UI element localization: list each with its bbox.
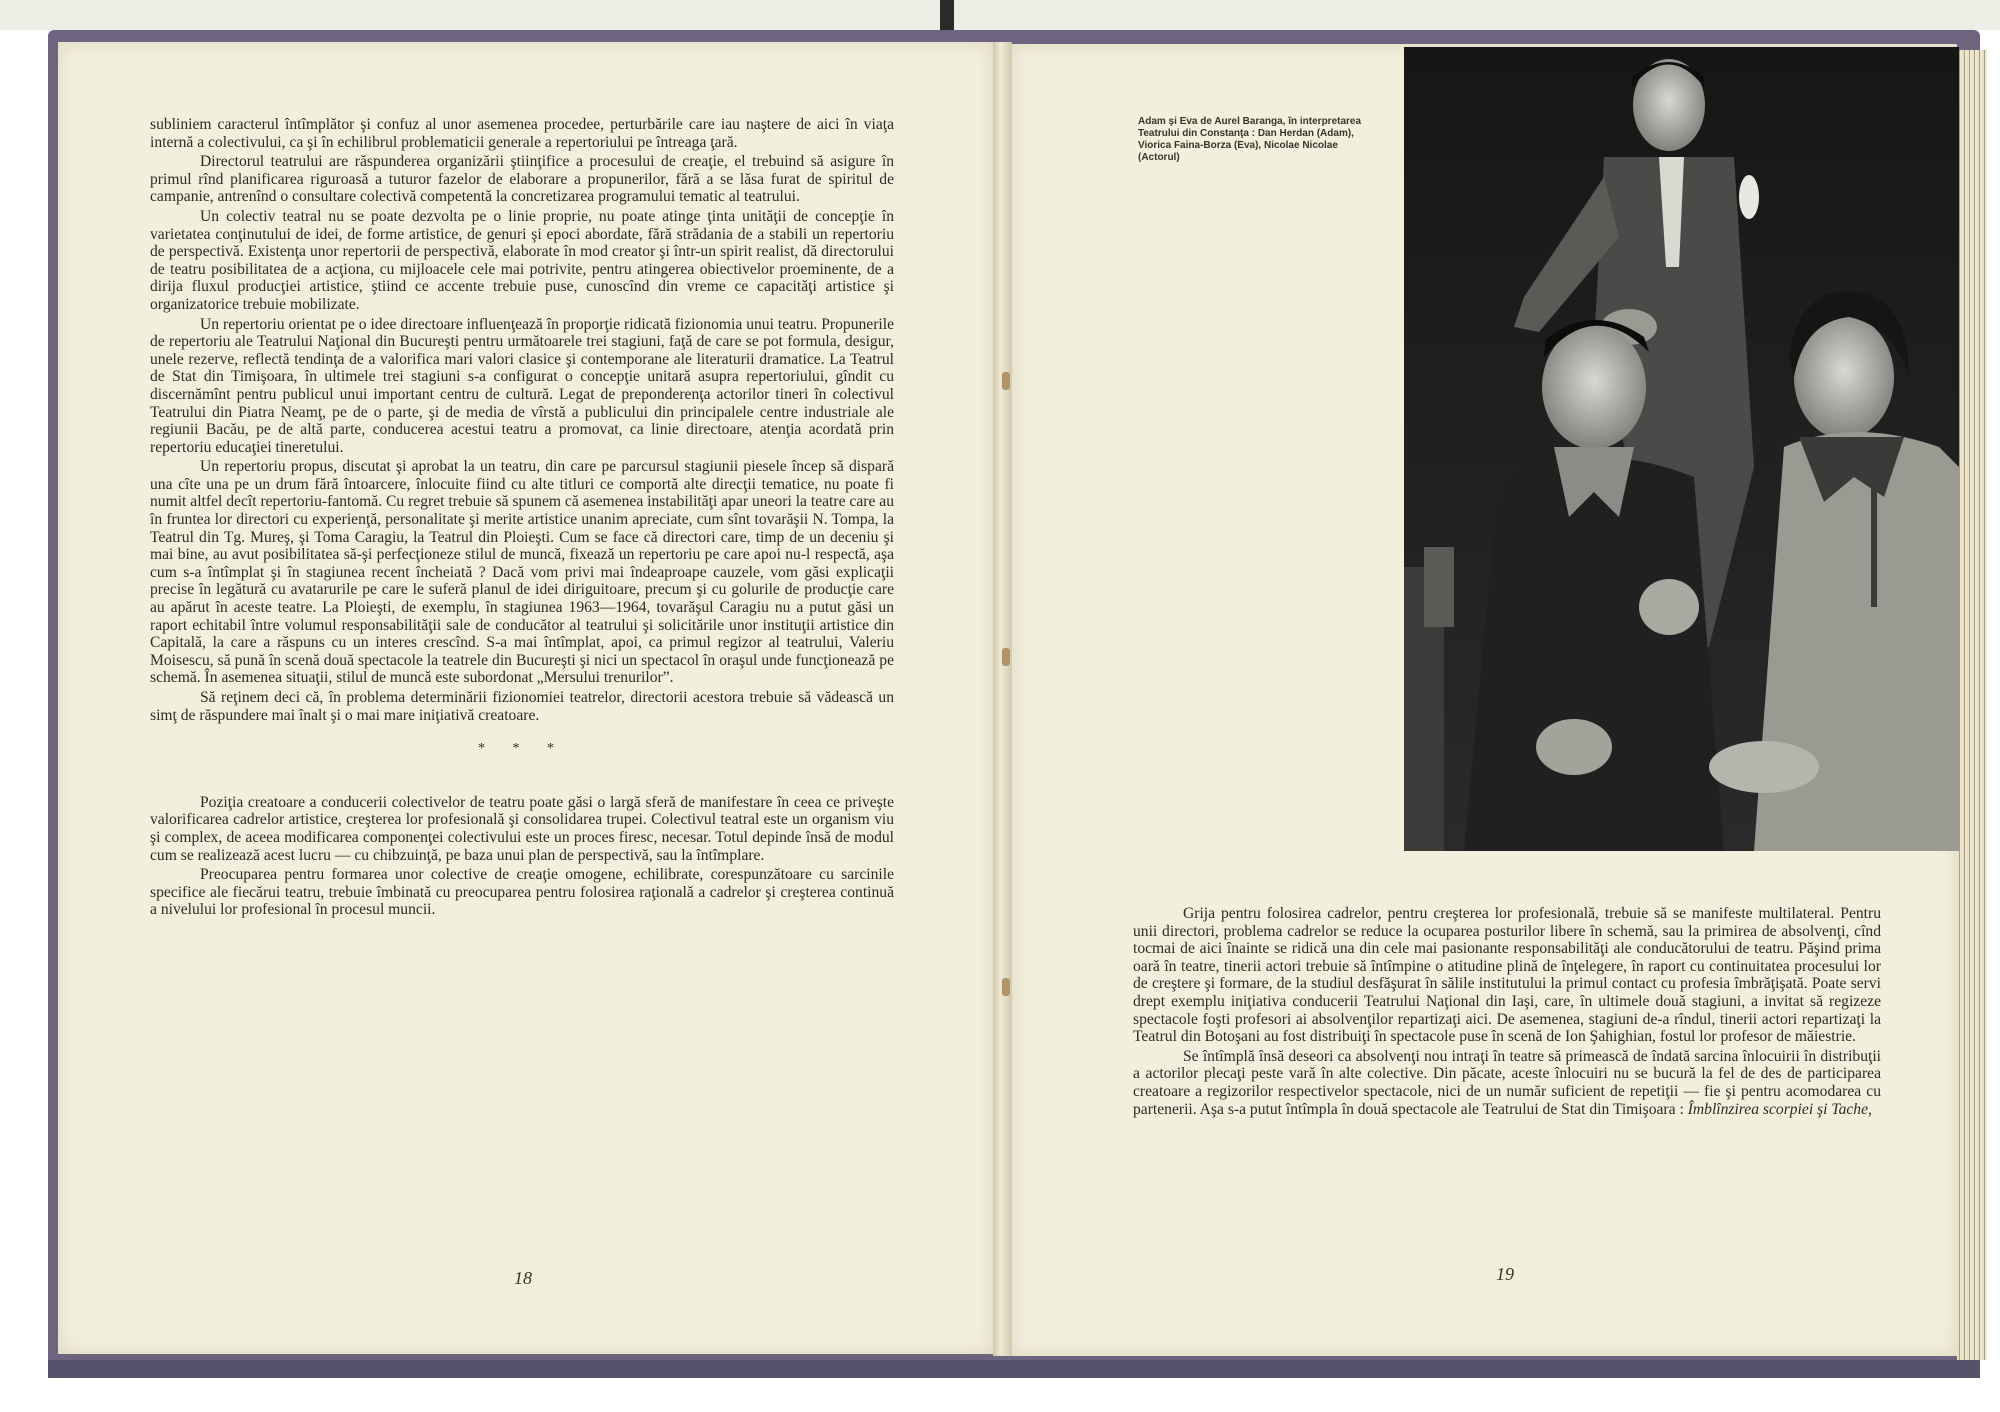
paragraph: Poziţia creatoare a conducerii colectivelor de teatru poate găsi o largă sferă de manifestare în ceea ce priveşte valorificarea cadrelor artistice, creşterea lor profesională şi consolidarea trupei. Colectivul teatral este un organism viu şi complex, de aceea modificarea componenţei colectivului este un proces firesc, necesar. Totul depinde însă de modul cum se realizează acest lucru — cu chibzuinţă, pe baza unui plan de perspectivă, sau la întîmplare. xyxy=(150,793,894,864)
paragraph: Un repertoriu propus, discutat şi aprobat la un teatru, din care pe parcursul stagiunii piesele încep să dispară una cîte una pe un drum fără întoarcere, înlocuite fiind cu alte titluri ce comportă alte direcţii tematice, nu poate fi numit altfel decît repertoriu-fantomă. Cu regret trebuie să spunem că asemenea instabilităţi apar uneori la teatre care au în fruntea lor directori cu experienţă, personalitate şi merite artistice unanim apreciate, cum sînt tovarăşii N. Tompa, la Teatrul din Tg. Mureş, şi Toma Caragiu, la Teatrul din Ploieşti. Cum se face că directori care, timp de un deceniu şi mai bine, au avut posibilitatea să-şi perfecţioneze stilul de muncă, fixează un repertoriu pe care apoi nu-l respectă, aşa cum s-a întîmplat şi în stagiunea recent încheiată ? Dacă vom privi mai îndeaproape cauzele, vom găsi explicaţii precise în legătură cu avatarurile pe care le suferă planul de idei diriguitoare, precum şi cu golurile de producţie care au apărut în aceste teatre. La Ploieşti, de exemplu, în stagiunea 1963—1964, tovarăşul Caragiu nu a putut găsi un raport echitabil între volumul responsabilităţii sale de conducător al teatrului şi solicitările unor instituţii artistice din Capitală, la care a răspuns cu un interes crescînd. S-a mai întîmplat, apoi, ca primul regizor al teatrului, Valeriu Moisescu, să pună în scenă două spectacole la teatrele din Bucureşti şi nici un spectacol în oraşul unde funcţionează pe schemă. În asemenea situaţii, stilul de muncă este subordonat „Mersului trenurilor”. xyxy=(150,458,894,687)
scan-background xyxy=(0,0,2000,30)
left-page-text xyxy=(150,116,894,919)
paragraph: Un repertoriu orientat pe o idee directoare influenţează în proporţie ridicată fizionomia unui teatru. Propunerile de repertoriu ale Teatrului Naţional din Bucureşti pentru următoarele trei stagiuni, faţă de care se pot formula, desigur, unele rezerve, reflectă tendinţa de a valorifica mari valori clasice şi contemporane ale literaturii dramatice. La Teatrul de Stat din Timişoara, în ultimele trei stagiuni s-a configurat o concepţie unitară asupra repertoriului, gîndit cu discernămînt pentru publicul unui important centru de cultură. Legat de preponderenţa actorilor tineri în colectivul Teatrului din Piatra Neamţ, pe de o parte, şi de media de vîrstă a publicului din principalele centre industriale ale regiunii Bacău, pe de altă parte, conducerea acestui teatru a promovat, ca linie directoare, atenţia acordată prin repertoriu educaţiei tineretului. xyxy=(150,315,894,456)
binding-stitch xyxy=(1002,978,1010,996)
paragraph: Directorul teatrului are răspunderea organizării ştiinţifice a procesului de creaţie, el trebuind să asigure în primul rînd planificarea riguroasă a tuturor fazelor de elaborare a propunerilor, fără a se lăsa furat de spiritul de campanie, antrenînd o consultare colectivă competentă la concretizarea programului tematic al teatrului. xyxy=(150,153,894,206)
scan-background-edge xyxy=(940,0,954,30)
book-cover-bottom xyxy=(48,1360,1980,1378)
paragraph: Grija pentru folosirea cadrelor, pentru creşterea lor profesională, trebuie să se manifeste multilateral. Pentru unii directori, problema cadrelor se reduce la ocuparea posturilor libere în schemă, sau la primirea de absolvenţi, cînd tocmai de aici înainte se ridică una din cele mai pasionante responsabilităţi ale conducătorului de teatru. Păşind prima oară în teatre, tinerii actori trebuie să întîmpine o atitudine plină de înţelegere, în raport cu continuitatea procesului lor de creştere şi formare, de la studiul desfăşurat în sălile institutului la primul contact cu profesia îmbrăţişată. Poate servi drept exemplu iniţiativa conducerii Teatrului Naţional din Iaşi, care, în ultimele două stagiuni, a invitat să regizeze spectacole foşti profesori ai absolvenţilor repartizaţi aici. De asemenea, stagiuni de-a rîndul, tinerii actori repartizaţi la Teatrul din Botoşani au fost distribuiţi în spectacole puse în scenă de Ion Şahighian, fostul lor profesor de măiestrie. xyxy=(1133,905,1881,1046)
binding-stitch xyxy=(1002,648,1010,666)
book-gutter xyxy=(993,42,1012,1356)
binding-stitch xyxy=(1002,372,1010,390)
paragraph: Să reţinem deci că, în problema determinării fizionomiei teatrelor, directorii acestora trebuie să vădească un simţ de răspundere mai înalt şi o mai mare iniţiativă creatoare. xyxy=(150,689,894,724)
right-page-text xyxy=(1133,905,1881,1118)
paragraph: Un colectiv teatral nu se poate dezvolta pe o linie proprie, nu poate atinge ţinta unităţii de concepţie în varietatea conţinutului de idei, de forme artistice, de genuri şi epoci abordate, fără strădania de a stabili un repertoriu de perspectivă. Existenţa unor repertorii de perspectivă, elaborate în mod creator şi într-un spirit realist, dă directorului de teatru posibilitatea de a acţiona, cu mijloacele cele mai potrivite, pentru atingerea obiectivelor proeminente, de a dirija fluxul producţiei artistice, ştiind ce accente trebuie puse, cunoscînd din vreme ce capacităţi artistice şi organizatorice trebuie mobilizate. xyxy=(150,207,894,313)
section-separator: * * * xyxy=(478,741,566,757)
photo-illustration xyxy=(1404,47,1959,851)
theatre-photo xyxy=(1404,47,1959,851)
page-number-left: 18 xyxy=(514,1268,532,1288)
paragraph: Preocuparea pentru formarea unor colective de creaţie omogene, echilibrate, corespunzătoare cu sarcinile specifice ale fiecărui teatru, trebuie îmbinată cu preocuparea pentru folosirea raţională a cadrelor şi creşterea continuă a nivelului lor profesional în procesul muncii. xyxy=(150,866,894,919)
page-edges xyxy=(1957,50,1987,1360)
paragraph: subliniem caracterul întîmplător şi confuz al unor asemenea procedee, perturbările care iau naştere de aici în viaţa internă a colectivului, ca şi în echilibrul problematicii generale a repertoriului pe întreaga ţară. xyxy=(150,116,894,151)
paragraph-text: Se întîmplă însă deseori ca absolvenţi nou intraţi în teatre să primească de îndată sarcina înlocuirii în distribuţii a actorilor plecaţi peste vară în alte colective. Din păcate, aceste înlocuiri nu se bucură la fel de des de participarea creatoare a regizorilor respectivelor spectacole, nici de un număr suficient de repetiţii — fie şi pentru acomodarea cu partenerii. Aşa s-a putut întîmpla în două spectacole ale Teatrului de Stat din Timişoara : xyxy=(1133,1047,1881,1118)
photo-caption: Adam şi Eva de Aurel Baranga, în interpretarea Teatrului din Constanţa : Dan Herdan (Adam), Viorica Faina-Borza (Eva), Nicolae Nicolae (Actorul) xyxy=(1138,116,1362,163)
paragraph xyxy=(1133,1048,1881,1118)
play-titles: Îmblînzirea scorpiei şi Tache, xyxy=(1687,1100,1872,1118)
page-number-right: 19 xyxy=(1496,1264,1514,1284)
